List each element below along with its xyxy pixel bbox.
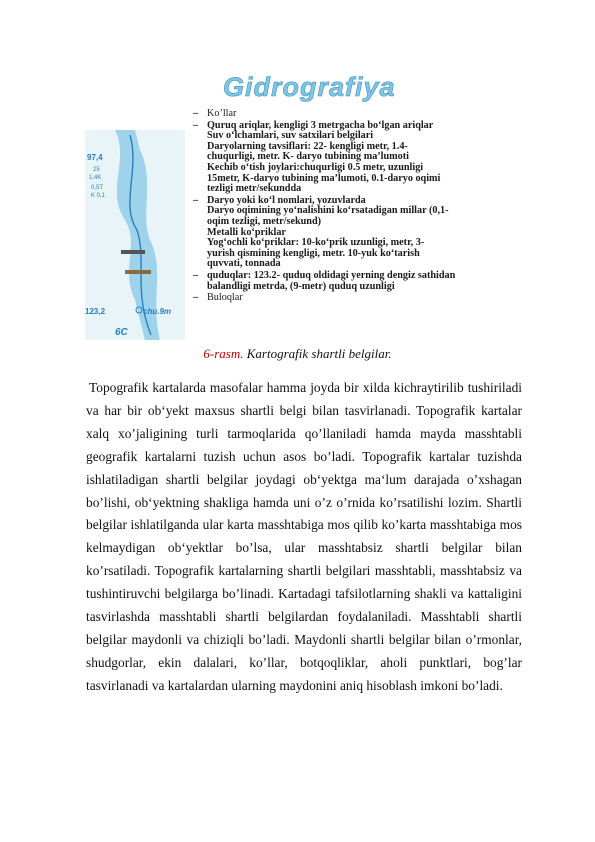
legend-line: Daryo yoki ko‘l nomlari, yozuvlarda — [207, 194, 366, 206]
map-label-ford: 0,5T — [91, 185, 104, 191]
legend-list — [193, 109, 543, 304]
legend-line: tezligi metr/sekundda — [207, 183, 302, 195]
legend-line: quduqlar: 123.2- quduq oldidagi yerning dengiz sathidan — [207, 269, 456, 281]
legend-item-wells — [193, 271, 543, 292]
figure-title: Gidrografiya — [223, 72, 396, 102]
legend-line: Kechib o‘tish joylari:chuqurligi 0.5 metr, uzunligi — [207, 161, 424, 173]
legend-line: Suv o‘lchamlari, suv satxilari belgilari — [207, 130, 374, 142]
legend-item-ditches — [193, 121, 543, 195]
map-label-spring: 6C — [115, 327, 128, 338]
legend-line: Daryo oqimining yo‘nalishini ko‘rsatadigan millar (0,1- — [207, 205, 449, 217]
metal-bridge-symbol — [121, 250, 145, 254]
legend-dash: – — [193, 194, 199, 206]
legend-dash: – — [193, 269, 199, 281]
legend-line: chuqurligi, metr. K- daryo tubining ma’lumoti — [207, 151, 409, 163]
map-label-well-height: 123,2 — [85, 307, 106, 316]
map-label-flow: K 0,1 — [91, 193, 106, 199]
legend-item-lakes — [193, 109, 543, 120]
map-label-elevation: 97,4 — [87, 153, 103, 162]
map-label-depth: 1,4K — [89, 175, 102, 181]
figure-number: 6-rasm. — [203, 346, 244, 361]
legend-line: Yog‘ochli ko‘priklar: 10-ko‘prik uzunligi, metr, 3- — [207, 237, 425, 249]
wooden-bridge-symbol — [125, 270, 151, 274]
legend-figure — [85, 70, 540, 340]
legend-line: Metalli ko‘priklar — [207, 226, 286, 238]
legend-line: Daryolarning tavsiflari: 22- kengligi metr, 1.4- — [207, 140, 408, 152]
legend-line: Ko’llar — [207, 108, 237, 119]
map-label-well-depth: chu.9m — [143, 307, 172, 316]
legend-line: Quruq ariqlar, kengligi 3 metrgacha bo‘lgan ariqlar — [207, 119, 434, 131]
legend-item-river-names — [193, 196, 543, 270]
legend-line: yurish qismining kengligi, metr. 10-yuk ko‘tarish — [207, 247, 420, 259]
legend-line: balandligi metrda, (9-metr) quduq uzunligi — [207, 280, 395, 292]
legend-line: oqim tezligi, metr/sekund) — [207, 215, 322, 227]
legend-line: Buloqlar — [207, 292, 243, 304]
legend-line: 15metr, K-daryo tubining ma’lumoti, 0.1-daryo oqimi — [207, 172, 441, 184]
legend-dash: – — [193, 108, 199, 119]
figure-caption-text: Kartografik shartli belgilar. — [243, 346, 392, 361]
map-label-width: 25 — [93, 167, 100, 173]
hydrography-map-illustration — [85, 130, 185, 340]
legend-dash: – — [193, 119, 199, 131]
legend-dash: – — [193, 292, 199, 304]
legend-line: quvvati, tonnada — [207, 258, 281, 270]
body-paragraph: Topografik kartalarda masofalar hamma joyda bir xilda kichraytirilib tushiriladi va har bir ob‘yekt maxsus shartli belgi bilan tasvirlanadi. Topografik kartalar xalq xo’jaligining turli tarmoqlarida qo’llaniladi hamda mayda masshtabli geografik kartalarni tuzish uchun asos bo’ladi. Topografik kartalar tuzishda ishlatiladigan shartli belgilar joydagi ob‘yektga ma‘lum darajada o’xshagan bo’lishi, ob‘yektning shakliga hamda uni o’z o’rnida ko’rsatilishi lozim. Shartli belgilar ishlatilganda ular karta masshtabiga mos qilib ko’karta masshtabiga mos kelmaydigan ob‘yektlar bo’lsa, ular masshtabsiz shartli belgilar bilan ko’rsatiladi. Topografik kartalarning shartli belgilari masshtabli, masshtabsiz va tushintiruvchi belgilarga bo’linadi. Kartadagi tafsilotlarning shakli va kattaligini tasvirlashda masshtabli shartli belgilardan foydalaniladi. Masshtabli shartli belgilar maydonli va chiziqli bo’ladi. Maydonli shartli belgilar bilan o’rmonlar, shudgorlar, ekin dalalari, ko’llar, botqoqliklar, aholi punktlari, bog’lar tasvirlanadi va kartalardan ularning maydonini aniq hisoblash imkoni bo’ladi. — [86, 380, 522, 693]
legend-item-springs — [193, 293, 543, 304]
figure-caption — [0, 346, 595, 362]
